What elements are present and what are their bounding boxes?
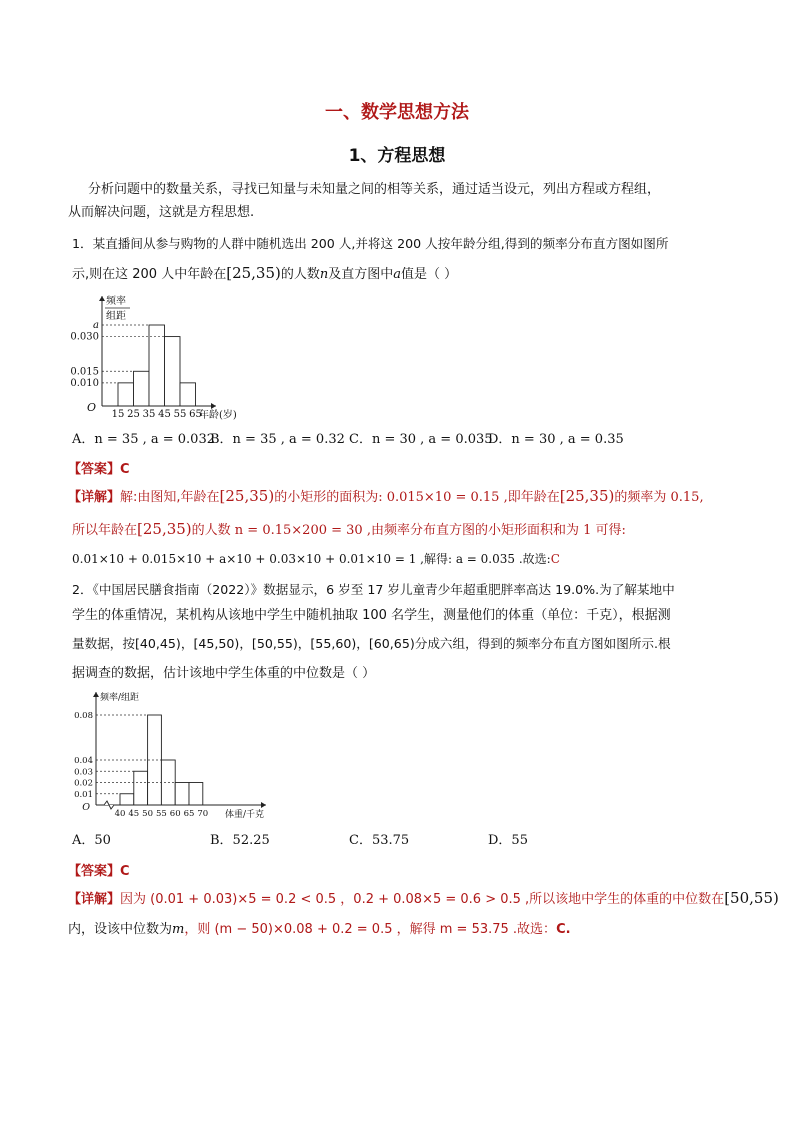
q1-interval: [25,35) xyxy=(226,264,281,282)
q1-detail-2c: 的人数 n = 0.15×200 = 30 ,由频率分布直方图的小矩形面积和为 1 可得: xyxy=(191,523,626,538)
histogram-bar-5 xyxy=(180,383,196,406)
q2-detail-1c: [50,55) xyxy=(724,889,779,907)
x-tick-label-1: 40 xyxy=(114,809,126,819)
y-axis-arrow xyxy=(99,296,105,301)
q2-option-c: C．53.75 xyxy=(349,833,410,848)
q1-answer-label: 【答案】 xyxy=(68,462,121,477)
x-tick-label-1: 15 xyxy=(111,409,125,420)
q1-line-1: 1．某直播间从参与购物的人群中随机选出 200 人,并将这 200 人按年龄分组,得到的频率分布直方图如图所 xyxy=(72,236,669,251)
q2-option-a: A．50 xyxy=(72,833,111,848)
q1-line-2-text-c: 及直方图中 xyxy=(328,267,394,282)
x-tick-label-6: 65 xyxy=(183,809,195,819)
y-tick-label-3: 0.015 xyxy=(70,366,99,378)
q2-option-b: B．52.25 xyxy=(210,833,270,848)
x-tick-label-7: 70 xyxy=(197,809,209,819)
x-axis-arrow xyxy=(211,403,216,409)
x-tick-label-4: 55 xyxy=(155,809,167,819)
q1-detail-line-1 xyxy=(68,488,704,506)
q2-detail-line-1 xyxy=(68,890,779,908)
y-tick-label-5: 0.01 xyxy=(74,789,93,800)
histogram-bar-2 xyxy=(134,771,148,805)
q2-detail-var-m: m xyxy=(172,922,185,937)
q2-line-3: 量数据，按[40,45)，[45,50)，[50,55)，[55,60)，[60,65)分成六组，得到的频率分布直方图如图所示.根 xyxy=(72,636,671,651)
q2-line-1: 2．《中国居民膳食指南（2022）》数据显示，6 岁至 17 岁儿童青少年超重肥胖率高达 19.0%.为了解某地中 xyxy=(72,582,675,597)
histogram-bar-3 xyxy=(149,325,165,406)
q2-line-4: 据调查的数据，估计该地中学生体重的中位数是（ ） xyxy=(72,666,376,681)
q1-answer-value: C xyxy=(120,462,130,477)
q1-option-a: A．n = 35 , a = 0.032 xyxy=(72,432,215,447)
axis-break-mark xyxy=(104,801,114,809)
intro-line-1: 分析问题中的数量关系，寻找已知量与未知量之间的相等关系，通过适当设元，列出方程或方程组， xyxy=(88,182,661,197)
q1-detail-2b: [25,35) xyxy=(137,520,192,538)
x-axis-arrow xyxy=(261,802,266,808)
subsection-title: 1、方程思想 xyxy=(348,146,446,166)
y-tick-label-3: 0.03 xyxy=(74,767,93,778)
histogram-bar-1 xyxy=(120,794,134,805)
q2-detail-1a: 因为 (0.01 + 0.03)×5 = 0.2 < 0.5 ，0.2 + 0.08×5 = 0.6 > 0.5 , xyxy=(120,892,530,907)
q1-var-a: a xyxy=(393,267,402,282)
q1-var-n: n xyxy=(319,267,329,282)
q1-line-2-text-d: 值是（ ） xyxy=(401,267,458,282)
y-axis-label: 频率/组距 xyxy=(100,693,140,703)
q2-line-2: 学生的体重情况，某机构从该地中学生中随机抽取 100 名学生，测量他们的体重（单位：千克），根据测 xyxy=(72,608,671,623)
q1-line-2-text-a: 示,则在这 200 人中年龄在 xyxy=(72,267,227,282)
age-histogram xyxy=(70,292,260,424)
q1-detail-1d: [25,35) xyxy=(559,487,615,505)
x-tick-label-4: 45 xyxy=(158,409,171,420)
histogram-bar-1 xyxy=(118,383,134,406)
q1-detail-3a: 0.01×10 + 0.015×10 + a×10 + 0.03×10 + 0.01×10 = 1 ,解得: a = 0.035 .故选: xyxy=(72,552,551,566)
x-tick-label-6: 65 xyxy=(189,409,202,420)
q2-answer-value: C xyxy=(120,864,130,879)
q1-detail-line-3 xyxy=(72,551,560,567)
q1-answer xyxy=(68,458,130,477)
histogram-bar-6 xyxy=(189,783,203,806)
x-tick-label-3: 35 xyxy=(142,409,156,420)
y-tick-label-1: 0.08 xyxy=(74,711,93,721)
weight-histogram xyxy=(70,688,280,820)
q1-option-d: D．n = 30 , a = 0.35 xyxy=(488,432,624,447)
y-tick-label-4: 0.010 xyxy=(70,377,99,389)
x-axis-label: 年龄(岁) xyxy=(199,410,237,421)
q1-option-b: B．n = 35 , a = 0.32 xyxy=(210,432,345,447)
y-axis-label-bottom: 组距 xyxy=(106,311,126,322)
q2-detail-1b: 所以该地中学生的体重的中位数在 xyxy=(529,892,725,907)
y-axis-label-top: 频率 xyxy=(106,296,126,307)
q1-detail-line-2 xyxy=(72,521,626,539)
q2-detail-2a: 内，设该中位数为 xyxy=(68,922,173,937)
q2-answer xyxy=(68,860,130,879)
q2-option-d: D．55 xyxy=(488,833,528,848)
q1-line-2-text-b: 的人数 xyxy=(280,267,320,282)
y-tick-label-2: 0.04 xyxy=(74,756,93,766)
q1-option-c: C．n = 30 , a = 0.035 xyxy=(349,432,493,447)
q2-detail-line-2 xyxy=(68,922,571,938)
q1-detail-1a: 解:由图知,年龄在 xyxy=(120,490,220,505)
q1-line-2 xyxy=(72,265,457,283)
q1-detail-1b: [25,35) xyxy=(219,487,275,505)
x-tick-label-2: 25 xyxy=(127,409,140,420)
y-axis-arrow xyxy=(93,692,99,697)
intro-line-2: 从而解决问题，这就是方程思想. xyxy=(68,205,255,220)
q2-detail-2c: C. xyxy=(556,922,571,937)
q2-answer-label: 【答案】 xyxy=(68,864,121,879)
y-tick-label-2: 0.030 xyxy=(70,331,99,343)
q2-detail-2b: ，则 (m − 50)×0.08 + 0.2 = 0.5 ，解得 m = 53.75 .故选： xyxy=(184,922,557,937)
histogram-bar-5 xyxy=(175,783,189,806)
q1-detail-label: 【详解】 xyxy=(68,490,121,505)
y-tick-label-4: 0.02 xyxy=(74,778,93,789)
q1-detail-1e: 的频率为 0.15, xyxy=(614,490,704,505)
x-tick-label-3: 50 xyxy=(142,809,154,819)
y-tick-label-1: a xyxy=(93,320,99,331)
x-tick-label-5: 55 xyxy=(173,409,187,420)
q1-detail-2a: 所以年龄在 xyxy=(72,523,138,538)
x-tick-label-5: 60 xyxy=(169,809,181,819)
histogram-bar-2 xyxy=(134,371,150,406)
x-axis-label: 体重/千克 xyxy=(225,810,265,820)
origin-label: O xyxy=(86,401,96,414)
origin-label: O xyxy=(82,802,90,813)
q1-detail-1c: 的小矩形的面积为: 0.015×10 = 0.15 ,即年龄在 xyxy=(274,490,560,505)
q2-detail-label: 【详解】 xyxy=(68,892,121,907)
q1-detail-3b: C xyxy=(550,552,560,566)
histogram-bar-4 xyxy=(165,337,181,406)
x-tick-label-2: 45 xyxy=(128,809,140,819)
section-title: 一、数学思想方法 xyxy=(325,102,469,123)
